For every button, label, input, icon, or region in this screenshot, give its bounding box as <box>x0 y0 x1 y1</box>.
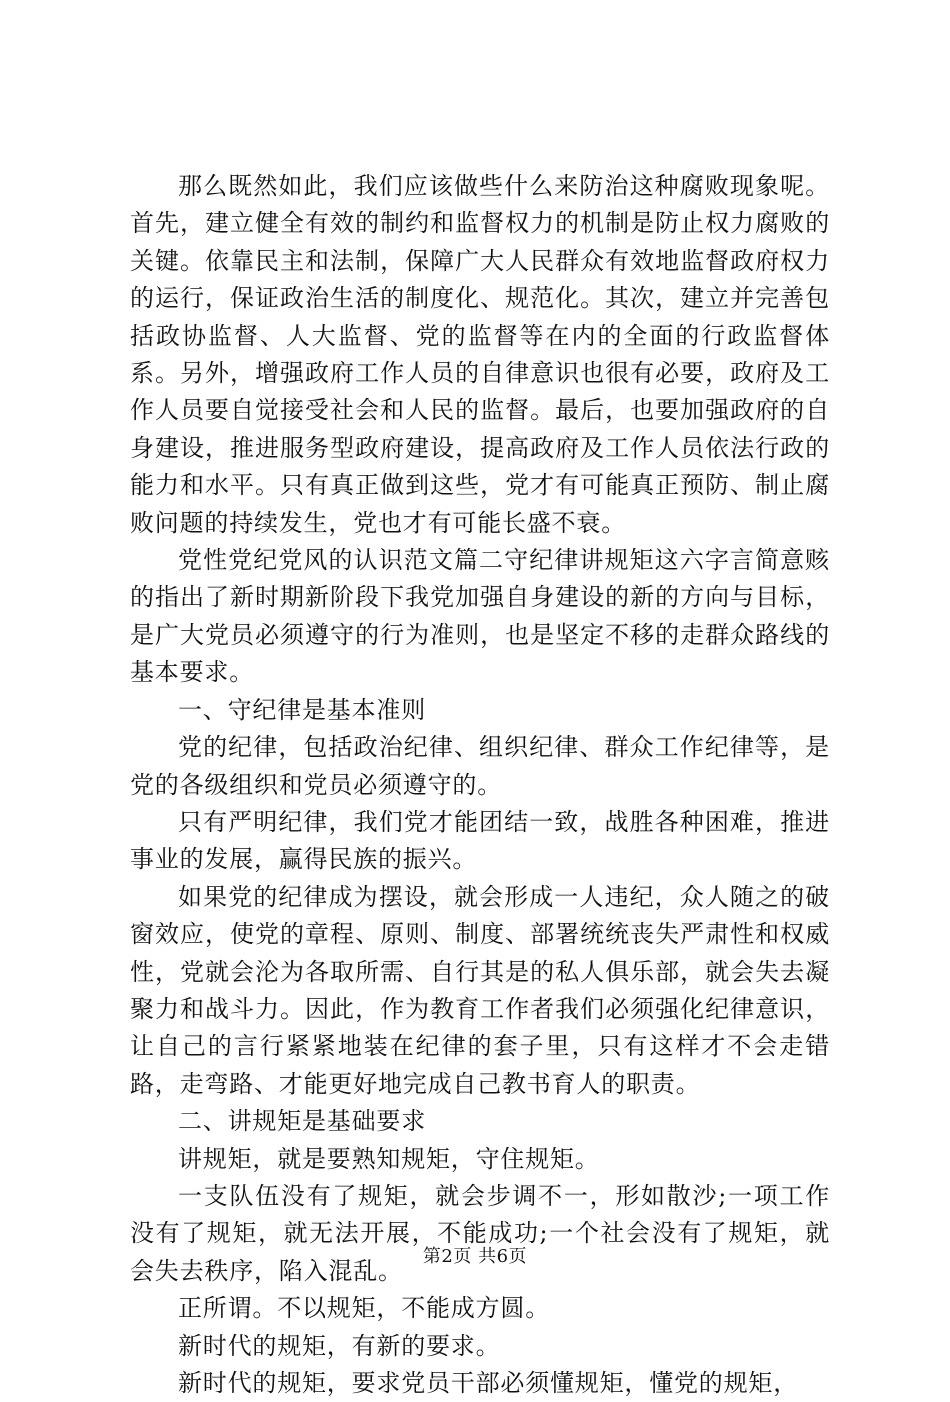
paragraph: 那么既然如此，我们应该做些什么来防治这种腐败现象呢。首先，建立健全有效的制约和监督权力的机制是防止权力腐败的关键。依靠民主和法制，保障广大人民群众有效地监督政府权力的运行，保证政治生活的制度化、规范化。其次，建立并完善包括政协监督、人大监督、党的监督等在内的全面的行政监督体系。另外，增强政府工作人员的自律意识也很有必要，政府及工作人员要自觉接受社会和人民的监督。最后，也要加强政府的自身建设，推进服务型政府建设，提高政府及工作人员依法行政的能力和水平。只有真正做到这些，党才有可能真正预防、制止腐败问题的持续发生，党也才有可能长盛不衰。 <box>130 172 830 537</box>
paragraph: 一支队伍没有了规矩，就会步调不一，形如散沙;一项工作没有了规矩，就无法开展，不能成功;一个社会没有了规矩，就会失去秩序，陷入混乱。 <box>130 1181 830 1285</box>
paragraph: 正所谓。不以规矩，不能成方圆。 <box>178 1294 550 1323</box>
paragraph: 新时代的规矩，要求党员干部必须懂规矩，懂党的规矩， <box>178 1369 798 1397</box>
page-number-footer: 第2页 共6页 <box>422 1246 528 1267</box>
section-heading: 一、守纪律是基本准则 <box>178 695 426 724</box>
paragraph: 如果党的纪律成为摆设，就会形成一人违纪，众人随之的破窗效应，使党的章程、原则、制度、部署统统丧失严肃性和权威性，党就会沦为各取所需、自行其是的私人俱乐部，就会失去凝聚力和战斗力。因此，作为教育工作者我们必须强化纪律意识，让自己的言行紧紧地装在纪律的套子里，只有这样才不会走错路，走弯路、才能更好地完成自己教书育人的职责。 <box>130 882 830 1098</box>
paragraph: 党性党纪党风的认识范文篇二守纪律讲规矩这六字言简意赅的指出了新时期新阶段下我党加强自身建设的新的方向与目标，是广大党员必须遵守的行为准则，也是坚定不移的走群众路线的基本要求。 <box>130 546 830 687</box>
document-body <box>130 168 830 1402</box>
paragraph: 新时代的规矩，有新的要求。 <box>178 1331 501 1360</box>
paragraph: 讲规矩，就是要熟知规矩，守住规矩。 <box>178 1144 600 1173</box>
section-heading: 二、讲规矩是基础要求 <box>178 1107 426 1136</box>
paragraph: 党的纪律，包括政治纪律、组织纪律、群众工作纪律等，是党的各级组织和党员必须遵守的。 <box>130 733 830 799</box>
paragraph: 只有严明纪律，我们党才能团结一致，战胜各种困难，推进事业的发展，赢得民族的振兴。 <box>130 807 830 874</box>
